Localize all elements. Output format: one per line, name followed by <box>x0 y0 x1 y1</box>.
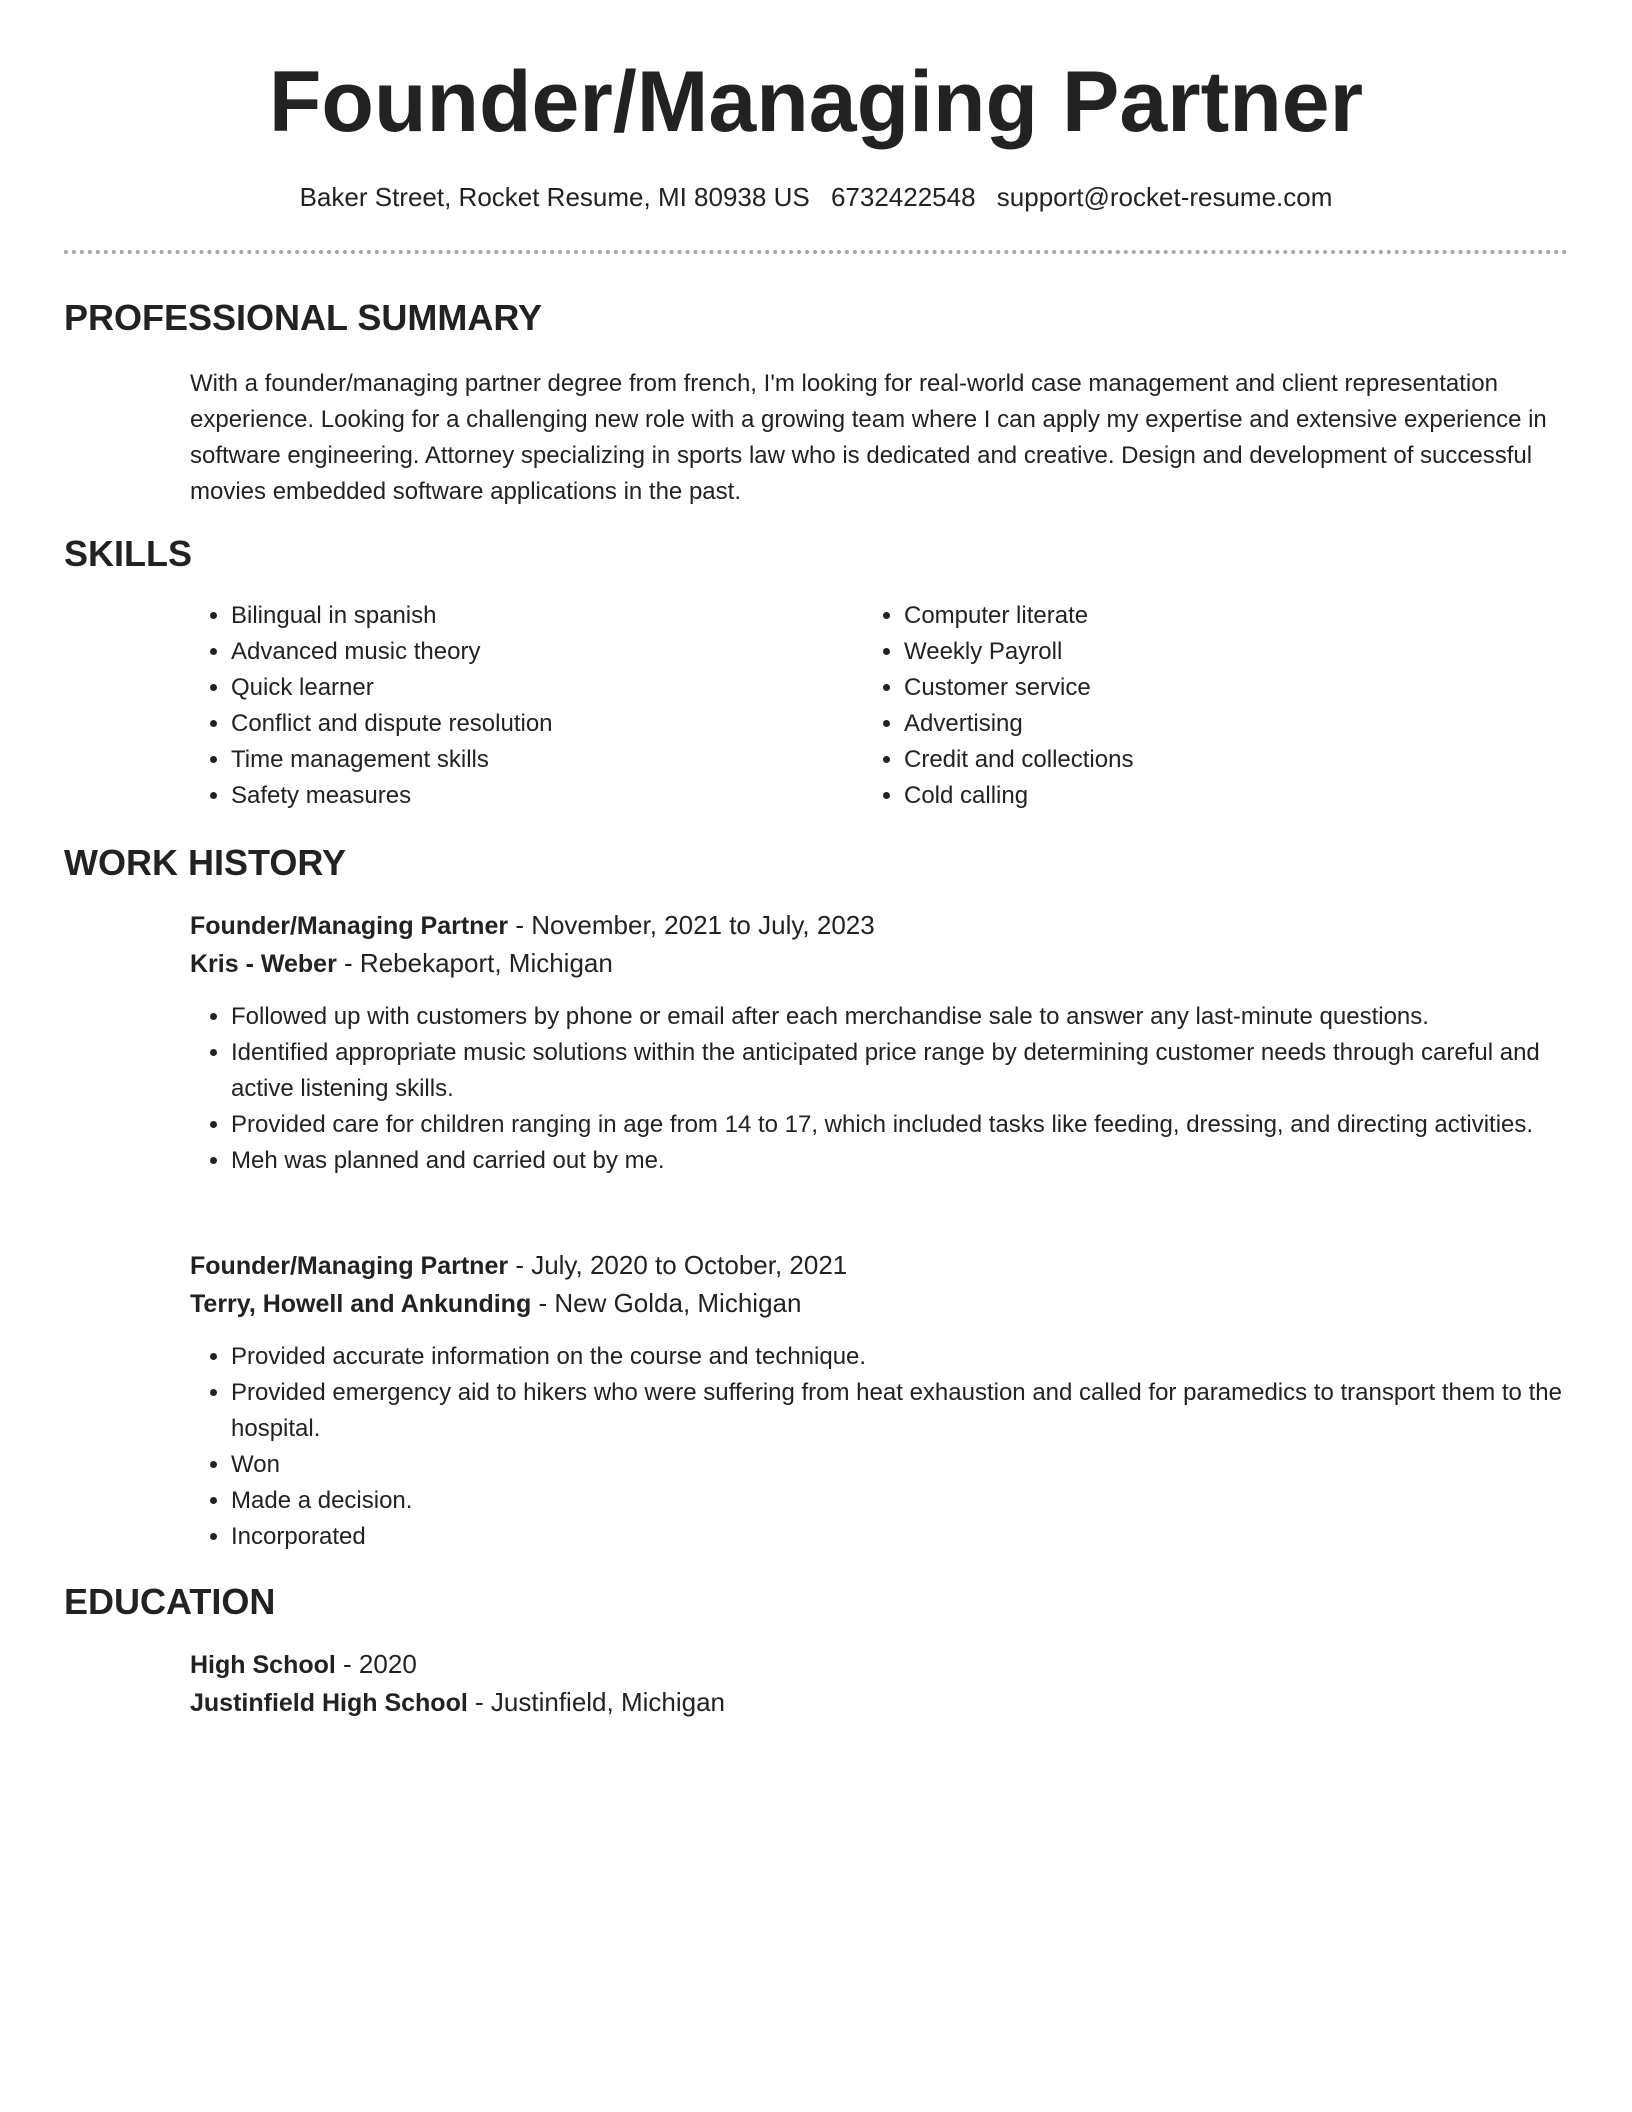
skill-item: • Weekly Payroll <box>904 634 1524 670</box>
education-heading: EDUCATION <box>64 1581 276 1622</box>
job-bullet: • Followed up with customers by phone or email after each merchandise sale to answer any last-minute questions. <box>231 999 1591 1035</box>
skills-heading: SKILLS <box>64 533 193 574</box>
skills-list-left <box>187 598 851 814</box>
job-company: Kris - Weber <box>190 950 337 978</box>
skill-item: • Bilingual in spanish <box>231 598 851 634</box>
education-year: - 2020 <box>335 1649 417 1679</box>
job-bullet: • Incorporated <box>231 1519 1591 1555</box>
education-school-line <box>190 1684 725 1721</box>
education-location: - Justinfield, Michigan <box>467 1687 726 1717</box>
skill-item: • Advertising <box>904 706 1524 742</box>
job-bullet: • Provided emergency aid to hikers who were suffering from heat exhaustion and called for paramedics to transport them to the hospital. <box>231 1375 1591 1447</box>
skill-item: • Cold calling <box>904 778 1524 814</box>
skill-item: • Quick learner <box>231 670 851 706</box>
job-bullet: • Provided care for children ranging in age from 14 to 17, which included tasks like feeding, dressing, and directing activities. <box>231 1107 1591 1143</box>
header-divider <box>64 250 1568 254</box>
job-bullet: • Won <box>231 1447 1591 1483</box>
job-company-line <box>190 945 613 982</box>
job-title-line <box>190 1247 847 1284</box>
job-bullet: • Identified appropriate music solutions within the anticipated price range by determining customer needs through careful and active listening skills. <box>231 1035 1591 1107</box>
job-company: Terry, Howell and Ankunding <box>190 1290 532 1318</box>
skill-item: • Customer service <box>904 670 1524 706</box>
job-title: Founder/Managing Partner <box>190 1252 509 1280</box>
contact-line <box>0 180 1632 214</box>
job-title-line <box>190 907 875 944</box>
education-degree-line <box>190 1646 417 1683</box>
job-bullet: • Provided accurate information on the course and technique. <box>231 1339 1591 1375</box>
resume-name: Founder/Managing Partner <box>268 54 1364 150</box>
job-bullets <box>187 999 1591 1179</box>
job-location: - New Golda, Michigan <box>531 1288 802 1318</box>
job-dates: - November, 2021 to July, 2023 <box>508 910 875 940</box>
skill-item: • Safety measures <box>231 778 851 814</box>
skill-item: • Advanced music theory <box>231 634 851 670</box>
contact-address: Baker Street, Rocket Resume, MI 80938 US <box>299 182 810 212</box>
job-bullet: • Meh was planned and carried out by me. <box>231 1143 1591 1179</box>
job-company-line <box>190 1285 801 1322</box>
work-history-heading: WORK HISTORY <box>64 842 347 883</box>
skill-item: • Computer literate <box>904 598 1524 634</box>
skill-item: • Credit and collections <box>904 742 1524 778</box>
contact-phone: 6732422548 <box>830 182 976 212</box>
summary-text: With a founder/managing partner degree from french, I'm looking for real-world case management and client representation experience. Looking for a challenging new role with a growing team where I can apply my expertise and extensive experience in software engineering. Attorney specializing in sports law who is dedicated and creative. Design and development of successful movies embedded software applications in the past. <box>190 370 1547 505</box>
summary-heading: PROFESSIONAL SUMMARY <box>64 297 543 338</box>
job-bullets <box>187 1339 1591 1555</box>
job-location: - Rebekaport, Michigan <box>336 948 613 978</box>
job-title: Founder/Managing Partner <box>190 912 509 940</box>
contact-email: support@rocket-resume.com <box>996 182 1333 212</box>
job-bullet: • Made a decision. <box>231 1483 1591 1519</box>
skill-item: • Conflict and dispute resolution <box>231 706 851 742</box>
job-dates: - July, 2020 to October, 2021 <box>508 1250 848 1280</box>
skills-list-right <box>860 598 1524 814</box>
education-school: Justinfield High School <box>190 1689 468 1717</box>
education-degree: High School <box>190 1651 336 1679</box>
skill-item: • Time management skills <box>231 742 851 778</box>
